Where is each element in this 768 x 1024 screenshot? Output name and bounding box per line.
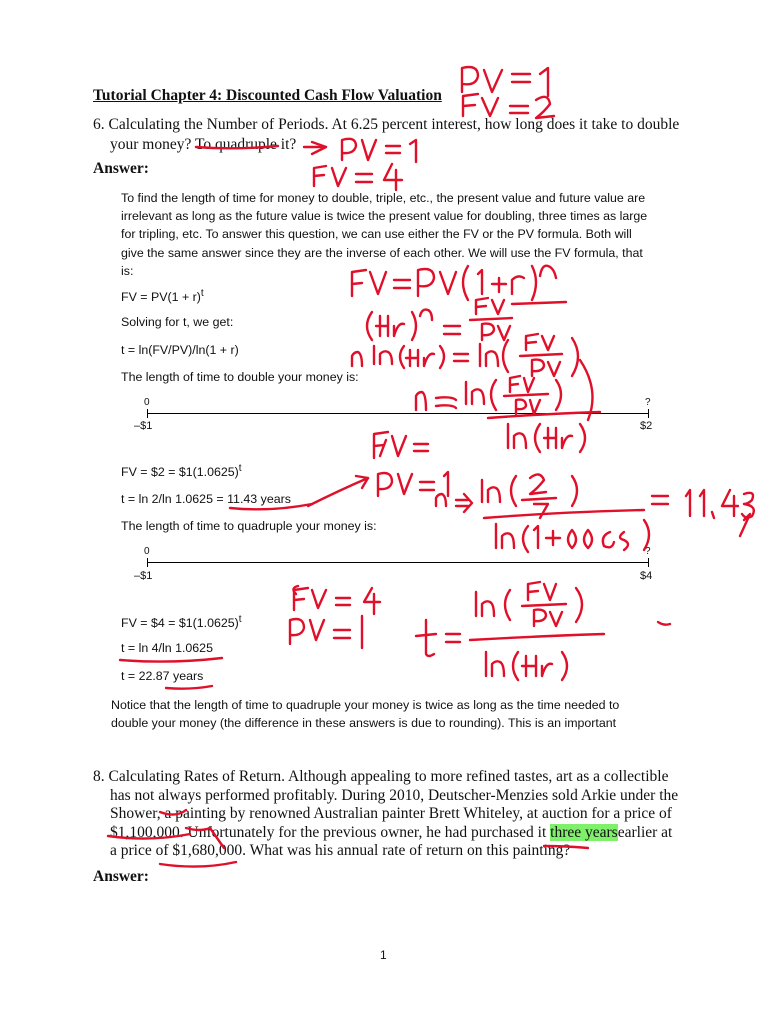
timeline2-end-value: $4 [640,570,653,582]
timeline1-end-value: $2 [640,420,653,432]
para-line: To find the length of time for money to double, triple, etc., the present value and future value are [121,191,646,205]
timeline2-line [147,562,649,563]
arrow-head [356,476,368,488]
para-line: for tripling, etc. To answer this question, we can use either the FV or the PV formula. Both will [121,227,632,242]
handwriting-fv4b [293,586,380,614]
question-8-line: a price of $1,680,000. What was his annual rate of return on this painting? [110,842,571,860]
handwriting-fv4 [314,164,402,190]
question-6 [93,115,683,155]
arrow-line [308,478,368,506]
double-intro: The length of time to double your money is: [121,370,359,384]
handwriting-eq6 [416,582,604,680]
explanation-paragraph [121,189,681,280]
underline-t-quad1 [120,658,222,662]
timeline1-end-label: ? [645,397,651,408]
t-formula: t = ln(FV/PV)/ln(1 + r) [121,343,239,357]
question-8-line: has not always performed profitably. During 2010, Deutscher-Menzies sold Arkie under the [110,786,679,804]
para-line: is: [121,263,134,278]
timeline2-start-label: 0 [144,546,150,557]
fv-double [121,463,242,479]
fv-quad-text: FV = $4 = $1(1.0625) [121,616,239,631]
page-title: Tutorial Chapter 4: Discounted Cash Flow Valuation [93,87,442,104]
timeline2-start-value: –$1 [134,570,153,582]
notice-line: Notice that the length of time to quadruple your money is twice as long as the time needed to [111,698,620,712]
timeline1-tick [648,409,649,418]
handwriting-pv1 [462,67,548,96]
handwriting-result [652,490,754,536]
question-8 [93,768,683,861]
t-quad-2: t = 22.87 years [121,669,204,683]
underline-t-quad2 [166,686,212,689]
para-line: irrelevant as long as the future value is twice the present value for doubling, three times as large [121,209,648,224]
para-line: give the same answer since they are the inverse of each other. We will use the FV formula, that [121,245,643,260]
question-8-line: 8. Calculating Rates of Return. Although appealing to more refined tastes, art as a collectible [93,768,669,785]
fv-double-exponent: t [238,463,242,474]
handwriting-eq4 [416,360,600,452]
fv-formula-text: FV = PV(1 + r) [121,290,201,305]
fv-formula [121,288,204,304]
timeline1-start-label: 0 [144,397,150,408]
timeline2-end-label: ? [645,546,651,557]
notice-paragraph [111,696,691,732]
question-6-line2: your money? To quadruple it? [110,136,297,153]
answer-label-q8: Answer: [93,868,149,885]
handwriting-pv1b [378,472,448,496]
timeline1-tick [147,409,148,418]
quad-intro: The length of time to quadruple your money is: [121,519,377,533]
underline-price-2 [160,862,236,867]
timeline2-tick [147,558,148,567]
solving-text: Solving for t, we get: [121,315,234,329]
t-double: t = ln 2/ln 1.0625 = 11.43 years [121,492,291,506]
timeline1-line [147,413,649,414]
handwriting-eq3 [352,334,578,376]
answer-label-q6: Answer: [93,160,149,177]
handwriting-dash [658,622,670,625]
timeline2-tick [648,558,649,567]
handwriting-eq2 [367,298,512,340]
timeline1-start-value: –$1 [134,420,153,432]
t-quad-1: t = ln 4/ln 1.0625 [121,641,213,655]
formula-exponent: t [200,288,204,299]
question-6-line1: 6. Calculating the Number of Periods. At 6.25 percent interest, how long does it take to double [93,116,680,133]
fv-quad [121,614,242,630]
handwriting-eq5 [436,474,649,552]
fv-quad-exponent: t [238,614,242,625]
question-8-line: $1,100,000. Unfortunately for the previous owner, he had purchased it three yearsearlier at [110,823,673,841]
page-number: 1 [380,948,387,962]
question-8-line: Shower, a painting by renowned Australian painter Brett Whiteley, at auction for a price of [110,805,672,823]
highlighted-text: three years [550,823,618,841]
handwriting-pv1c [290,616,362,648]
handwriting-fv2b [374,432,428,458]
fv-double-text: FV = $2 = $1(1.0625) [121,465,239,480]
notice-line: double your money (the difference in these answers is due to rounding). This is an important [111,716,617,731]
